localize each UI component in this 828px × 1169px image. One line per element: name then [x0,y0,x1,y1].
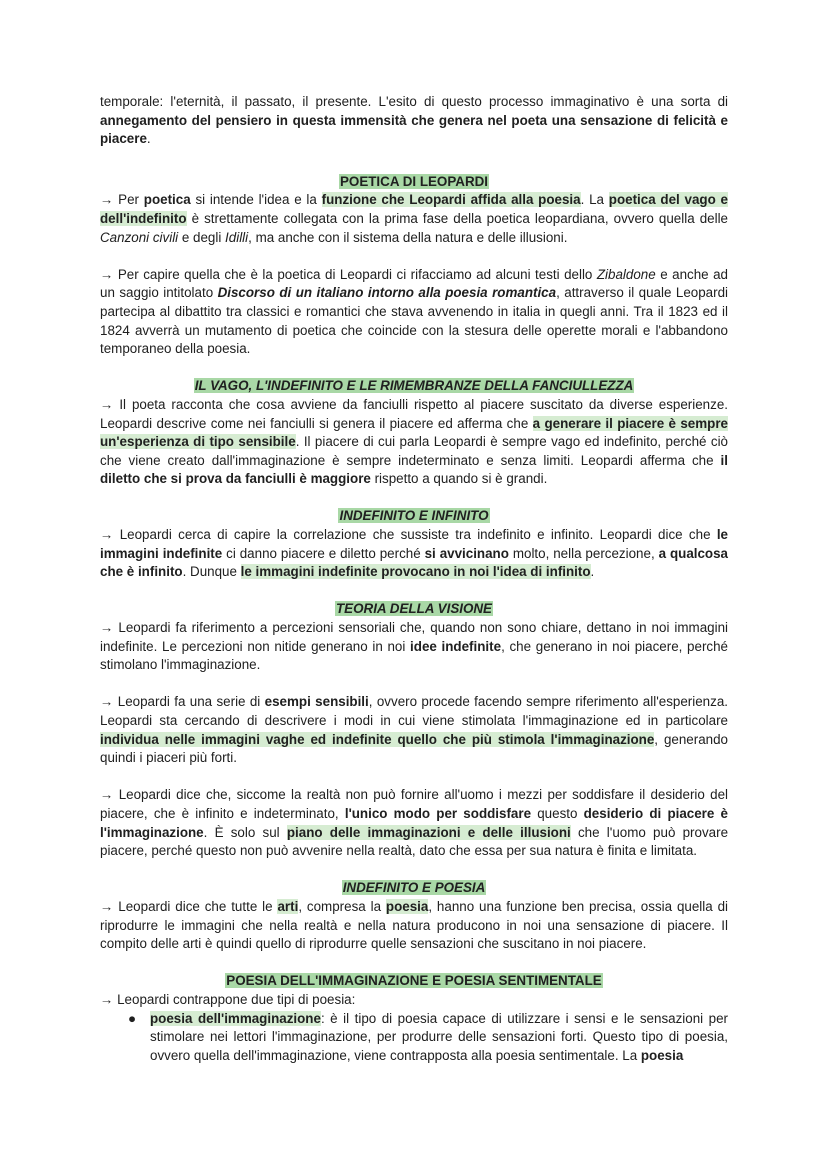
poetica-paragraph-2 [100,266,728,359]
text-run: . [146,131,151,147]
section-title-poetica [100,173,728,192]
bold-run: l'unico modo per soddisfare [344,805,532,821]
highlight-run: poetica del vago e dell'indefinito [100,192,729,226]
bold-run: desiderio di piacere è l'immaginazione [100,805,728,840]
text-run: . La [580,192,609,208]
text-run: temporale: l'eternità, il passato, il presente. L'esito di questo processo immaginativo è una sorta di [100,94,728,109]
highlight-run: poesia dell'immaginazione [150,1010,321,1026]
text-run: , attraverso il quale Leopardi partecipa al dibattito tra classici e romantici che stava avvenendo in italia in quegli anni. Tra il 1823 ed il 1824 avverrà un mutamento di poetica che coincide con la stesura delle operette morali e l'abbandono temporaneo della poesia. [100,285,728,357]
text-run: → Leopardi dice che, siccome la realtà non può fornire all'uomo i mezzi per soddisfare il desiderio del piacere, che è infinito e indeterminato, [100,787,728,821]
text-run: . Il piacere di cui parla Leopardi è sempre vago ed indefinito, perché ciò che viene creato dall'immaginazione è sempre indeterminato e senza limiti. Leopardi afferma che [100,434,728,468]
text-run: → Leopardi fa riferimento a percezioni sensoriali che, quando non sono chiare, dettano in noi immagini indefinite. Le percezioni non nitide generano in noi [100,620,728,654]
infinito-paragraph [100,526,728,582]
text-run: , ovvero procede facendo sempre riferimento all'esperienza. Leopardi sta cercando di descrivere i modi in cui viene stimolata l'immaginazione ed in particolare [100,694,728,728]
vago-paragraph [100,396,728,489]
section-title-text: POETICA DI LEOPARDI [339,173,489,189]
text-run: e degli [178,229,226,245]
document-body [100,93,728,1065]
text-run: . È solo sul [203,824,287,840]
italic-run: Canzoni civili [100,229,179,245]
section-title-text: INDEFINITO E INFINITO [339,508,489,524]
list-item [128,1010,729,1066]
highlight-run: arti [277,898,299,914]
text-run: . Dunque [182,564,241,580]
bold-run: il diletto che si prova da fanciulli è maggiore [100,452,728,487]
text-run: → Leopardi fa una serie di [100,694,265,710]
text-run: → Il poeta racconta che cosa avviene da fanciulli rispetto al piacere suscitato da diverse esperienze. Leopardi descrive come nei fanciulli si genera il piacere ed afferma che [100,396,728,431]
text-run: molto, nella percezione, [508,545,659,561]
text-run: . [590,564,595,580]
text-run: che l'uomo può provare piacere, perché questo non può avvenire nella realtà, dato che essa per sua natura è finita e limitata. [100,824,729,859]
section-title-text: IL VAGO, L'INDEFINITO E LE RIMEMBRANZE DELLA FANCIULLEZZA [194,378,634,394]
text-run: questo [531,805,584,821]
bold-italic-run: Discorso di un italiano intorno alla poesia romantica [217,285,557,301]
bold-run: poetica [143,192,191,208]
bold-run: poesia [640,1047,684,1063]
highlight-run: funzione che Leopardi affida alla poesia [321,192,581,208]
text-run: → Leopardi dice che tutte le [100,898,278,914]
text-run: , compresa la [298,898,386,914]
text-run: è strettamente collegata con la prima fase della poetica leopardiana, ovvero quella delle [186,210,728,226]
highlight-run: a generare il piacere è sempre un'esperienza di tipo sensibile [100,415,728,450]
text-run: e anche ad un saggio intitolato [100,266,728,301]
text-run: , che generano in noi piacere, perché stimolano l'immaginazione. [100,638,728,673]
text-run: , hanno una funzione ben precisa, ossia quella di riprodurre le immagini che nella realtà e nella natura producono in noi una sensazione di piacere. Il compito delle arti è quindi quello di riprodurre quelle sensazioni che suscitano in noi piacere. [100,898,728,952]
italic-run: Zibaldone [596,266,656,282]
visione-paragraph-1 [100,619,728,675]
section-title-immaginazione [100,972,728,991]
text-run: rispetto a quando si è grandi. [370,471,548,487]
immaginazione-intro: → Leopardi contrappone due tipi di poesia: [100,991,356,1007]
section-title-text: TEORIA DELLA VISIONE [336,601,492,617]
text-run: , ma anche con il sistema della natura e delle illusioni. [248,229,568,245]
visione-paragraph-3 [100,786,728,860]
section-title-visione [100,600,728,619]
bold-run: esempi sensibili [264,694,369,710]
italic-run: Idilli [225,229,249,245]
poesia-paragraph [100,898,728,954]
poetry-types-list [100,1010,728,1066]
highlight-run: individua nelle immagini vaghe ed indefinite quello che più stimola l'immaginazione [100,731,655,747]
section-title-indefinito-poesia [100,879,728,898]
text-run: → Per capire quella che è la poetica di Leopardi ci rifacciamo ad alcuni testi dello [100,266,597,282]
text-run: ci danno piacere e diletto perché [222,545,425,561]
bold-run: idee indefinite [410,638,502,654]
section-title-text: INDEFINITO E POESIA [342,880,486,896]
poetica-paragraph-1 [100,191,728,247]
bullet-icon: ● [128,1010,137,1026]
text-run: → Per [100,192,144,208]
text-run: , generando quindi i piaceri più forti. [100,731,728,766]
text-run: → Leopardi cerca di capire la correlazione che sussiste tra indefinito e infinito. Leopardi dice che [100,527,717,543]
text-run: : è il tipo di poesia capace di utilizzare i sensi e le sensazioni per stimolare nei lettori l'immaginazione, per produrre delle sensazioni forti. Questo tipo di poesia, ovvero quella dell'immaginazione, viene contrapposta alla poesia sentimentale. La [150,1010,729,1063]
text-run: si intende l'idea e la [190,192,322,208]
bold-run: a qualcosa che è infinito [100,545,729,580]
bold-run: si avvicinano [424,545,509,561]
bold-run: le immagini indefinite [100,527,728,561]
highlight-run: le immagini indefinite provocano in noi l'idea di infinito [240,564,591,580]
bold-run: annegamento del pensiero in questa immensità che genera nel poeta una sensazione di felicità e piacere [100,112,728,147]
section-title-vago [100,377,728,396]
highlight-run: poesia [385,898,429,914]
section-title-indefinito-infinito [100,507,728,526]
visione-paragraph-2 [100,693,728,767]
section-title-text: POESIA DELL'IMMAGINAZIONE E POESIA SENTIMENTALE [226,973,602,989]
intro-paragraph [100,93,728,149]
highlight-run: piano delle immaginazioni e delle illusioni [286,824,571,840]
